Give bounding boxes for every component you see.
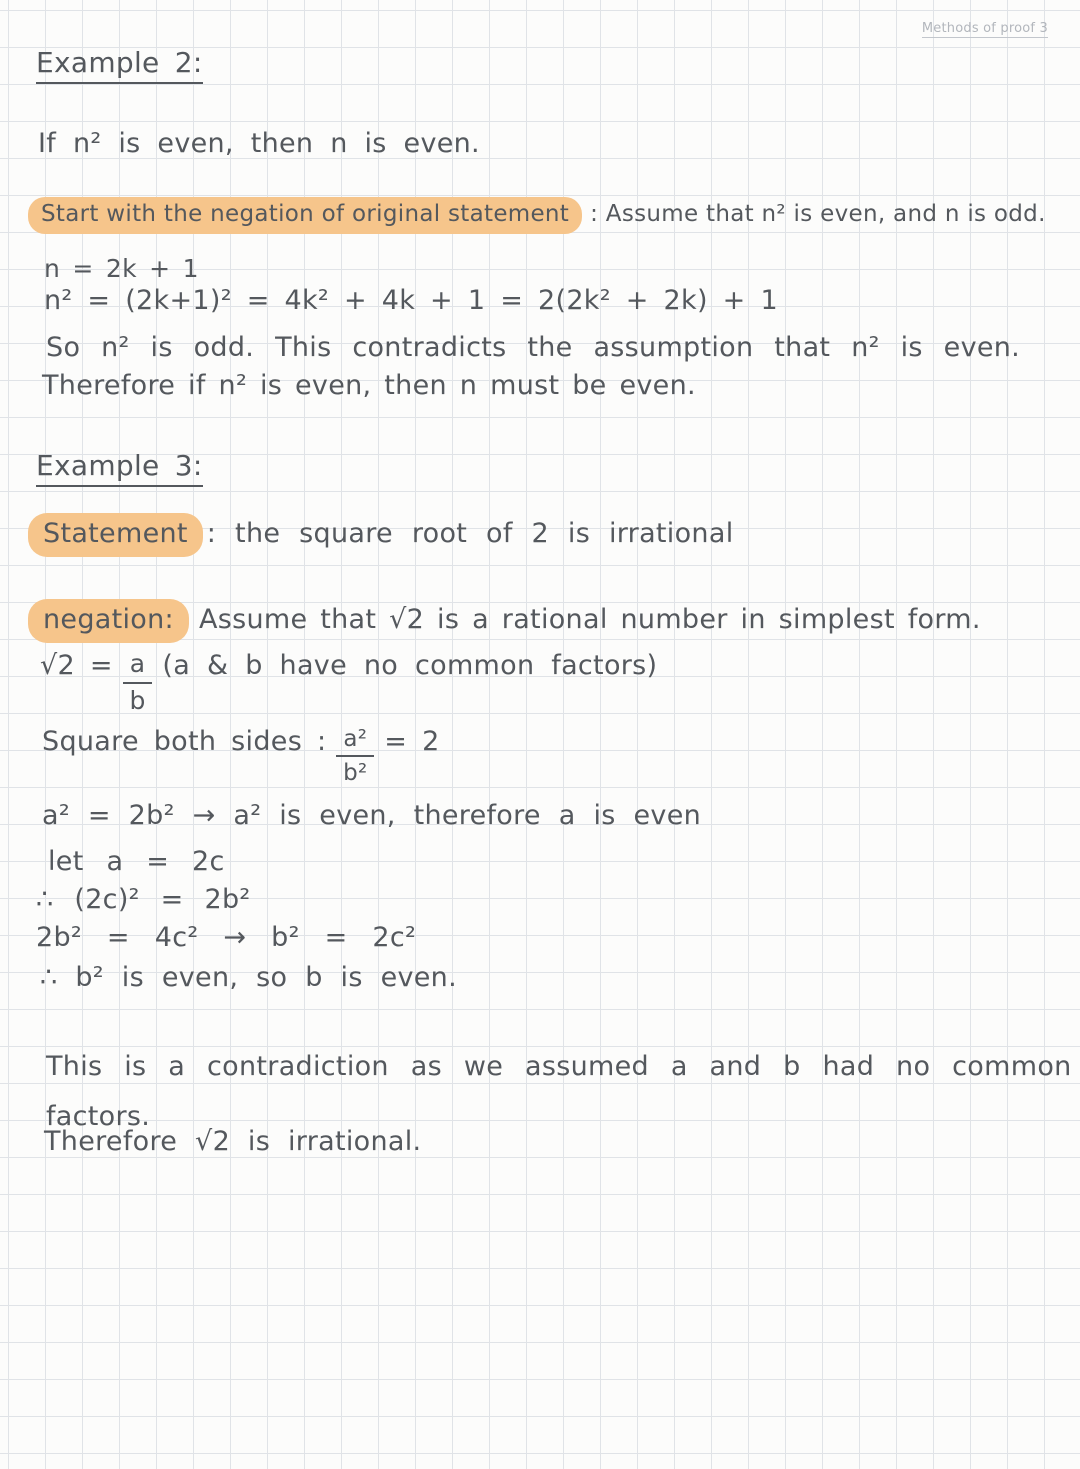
step-a-even: a² = 2b² → a² is even, therefore a is even [42, 800, 702, 831]
sqrt-note: (a & b have no common factors) [162, 650, 658, 681]
example3-negation-line [28, 604, 981, 635]
step-let-a: let a = 2c [48, 846, 225, 877]
example2-step-conclusion: Therefore if n² is even, then n must be even. [42, 370, 696, 401]
fraction2-numerator: a² [336, 726, 374, 757]
example2-step-contradiction: So n² is odd. This contradicts the assumption that n² is even. [46, 332, 1021, 363]
fraction-denominator: b [129, 685, 146, 715]
example3-statement-line [28, 518, 734, 549]
a2-over-b2-fraction [336, 726, 374, 787]
negation-text: Assume that √2 is a rational number in simplest form. [198, 604, 981, 635]
square-both-sides-line [42, 726, 440, 787]
example2-negation-line [28, 201, 1046, 227]
fraction-numerator: a [123, 650, 153, 684]
a-over-b-fraction [123, 650, 153, 716]
statement-text: : the square root of 2 is irrational [206, 518, 734, 549]
step-b-squared: 2b² = 4c² → b² = 2c² [36, 922, 417, 953]
example2-negation-highlight: Start with the negation of original statement [28, 197, 582, 234]
conclusion-irrational: Therefore √2 is irrational. [44, 1126, 422, 1157]
example2-claim: If n² is even, then n is even. [38, 128, 480, 159]
negation-highlight: negation: [28, 599, 189, 643]
sqrt-equation-line [40, 650, 657, 716]
example3-title [36, 449, 203, 482]
example2-title [36, 46, 203, 79]
example3-title-text: Example 3: [36, 449, 203, 487]
example2-title-text: Example 2: [36, 46, 203, 84]
square-both-sides-rhs: = 2 [384, 726, 440, 757]
step-b-even: ∴ b² is even, so b is even. [40, 962, 457, 993]
statement-highlight: Statement [28, 513, 203, 557]
fraction2-denominator: b² [343, 760, 368, 787]
sqrt-lhs: √2 = [40, 650, 113, 681]
example2-step-n: n = 2k + 1 [44, 254, 199, 283]
conclusion-contradiction: This is a contradiction as we assumed a and b had no common factors. [46, 1051, 1072, 1132]
page-header-label: Methods of proof 3 [921, 21, 1048, 36]
example2-step-expansion: n² = (2k+1)² = 4k² + 4k + 1 = 2(2k² + 2k) + 1 [44, 285, 778, 316]
step-substitute: ∴ (2c)² = 2b² [36, 884, 251, 915]
square-both-sides-label: Square both sides : [42, 726, 327, 757]
example2-negation-rest: : Assume that n² is even, and n is odd. [590, 201, 1046, 227]
